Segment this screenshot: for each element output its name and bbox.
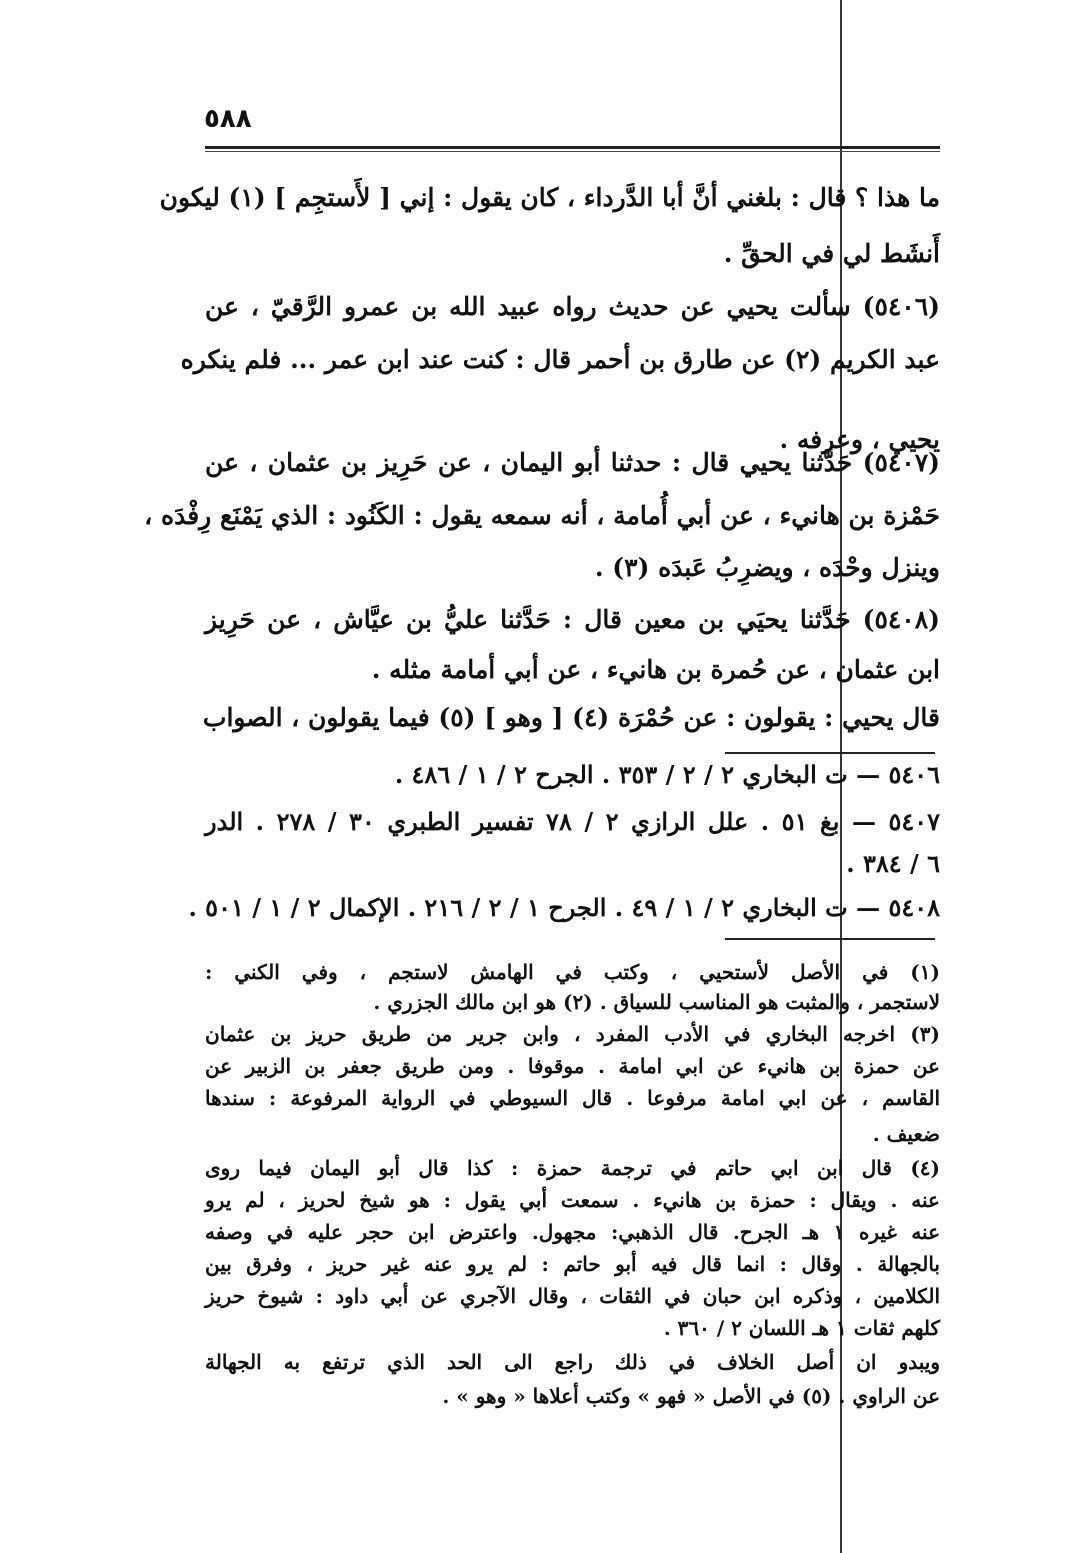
header-rule: [205, 146, 940, 149]
main-line: (٥٤٠٧) حَدَّثنا يحيي قال : حدثنا أبو اليمان ، عن حَرِيز بن عثمان ، عن: [205, 448, 940, 477]
footnote-line: القاسم ، عن ابي امامة مرفوعا . قال السيوطي في الرواية المرفوعة : سندها: [205, 1086, 940, 1110]
main-line: وينزل وحْدَه ، ويضرِبُ عَبدَه (٣) .: [594, 553, 940, 582]
main-line: يحيي ، وعرفه .: [779, 425, 940, 454]
footnotes-rule: [725, 938, 935, 940]
main-line: عبد الكريم (٢) عن طارق بن أحمر قال : كنت عند ابن عمر ... فلم ينكره: [180, 345, 940, 374]
main-line: ابن عثمان ، عن حُمرة بن هانيء ، عن أبي أمامة مثله .: [371, 655, 940, 684]
footnote-line: لاستجمر ، والمثبت هو المناسب للسياق . (٢) هو ابن مالك الجزري .: [373, 990, 940, 1014]
main-line: أَنشَط لي في الحقِّ .: [723, 239, 940, 268]
main-line: قال يحيي : يقولون : عن حُمْرَة (٤) [ وهو ] (٥) فيما يقولون ، الصواب: [202, 703, 940, 732]
footnote-line: ضعيف .: [872, 1122, 940, 1146]
sources-rule: [725, 752, 935, 754]
footnote-line: عن الراوي . (٥) في الأصل « فهو » وكتب أعلاها « وهو » .: [442, 1384, 940, 1408]
main-line: (٥٤٠٨) حَدَّثنا يحيَي بن معين قال : حَدَّثنا عليُّ بن عيَّاش ، عن حَرِيز: [205, 605, 940, 634]
footnote-line: الكلامين ، وذكره ابن حبان في الثقات ، وقال الآجري عن أبي داود : شيوخ حريز: [205, 1284, 940, 1308]
main-line: ما هذا ؟ قال : بلغني أنَّ أبا الدَّرداء ، كان يقول : إني [ لأَستجِم ] (١) ليكون: [159, 183, 940, 212]
main-line: حَمْزة بن هانيء ، عن أبي أُمامة ، أنه سمعه يقول : الكَنُود : الذي يَمْنَع رِفْدَه ،: [144, 501, 940, 530]
footnote-line: عنه غيره ١ هـ الجرح. قال الذهبي: مجهول. واعترض ابن حجر عليه في وصفه: [205, 1220, 941, 1244]
footnote-line: (٤) قال ابن ابي حاتم في ترجمة حمزة : كذا قال أبو اليمان فيما روى: [205, 1156, 940, 1180]
source-line: ٥٤٠٦ — ت البخاري ٢ / ٢ / ٣٥٣ . الجرح ٢ / ١ / ٤٨٦ .: [394, 760, 940, 789]
main-line: (٥٤٠٦) سألت يحيي عن حديث رواه عبيد الله بن عمرو الرَّقيّ ، عن: [205, 292, 940, 321]
page-number: ٥٨٨: [204, 104, 252, 134]
footnote-line: عنه . ويقال : حمزة بن هانيء . سمعت أبي يقول : هو شيخ لحريز ، لم يرو: [205, 1188, 940, 1212]
source-line: ٥٤٠٨ — ت البخاري ٢ / ١ / ٤٩ . الجرح ١ / ٢ / ٢١٦ . الإكمال ٢ / ١ / ٥٠١ .: [188, 893, 940, 922]
footnote-line: كلهم ثقات ١ هـ اللسان ٢ / ٣٦٠ .: [663, 1316, 940, 1340]
source-line: ٥٤٠٧ — بغ ٥١ . علل الرازي ٢ / ٧٨ تفسير الطبري ٣٠ / ٢٧٨ . الدر: [205, 807, 941, 836]
header-rule-thin: [205, 151, 940, 152]
footnote-line: (١) في الأصل لأستحيي ، وكتب في الهامش لاستجم ، وفي الكني :: [205, 960, 940, 984]
footnote-line: (٣) اخرجه البخاري في الأدب المفرد ، وابن جرير من طريق حريز بن عثمان: [205, 1022, 940, 1046]
source-line: ٦ / ٣٨٤ .: [846, 849, 940, 878]
footnote-line: ويبدو ان أصل الخلاف في ذلك راجع الى الحد الذي ترتفع به الجهالة: [205, 1350, 940, 1374]
footnote-line: عن حمزة بن هانيء عن ابي امامة . موقوفا . ومن طريق جعفر بن الزبير عن: [205, 1054, 940, 1078]
footnote-line: بالجهالة . وقال : انما قال فيه أبو حاتم : لم يرو عنه غير حريز ، وفرق بين: [205, 1252, 940, 1276]
